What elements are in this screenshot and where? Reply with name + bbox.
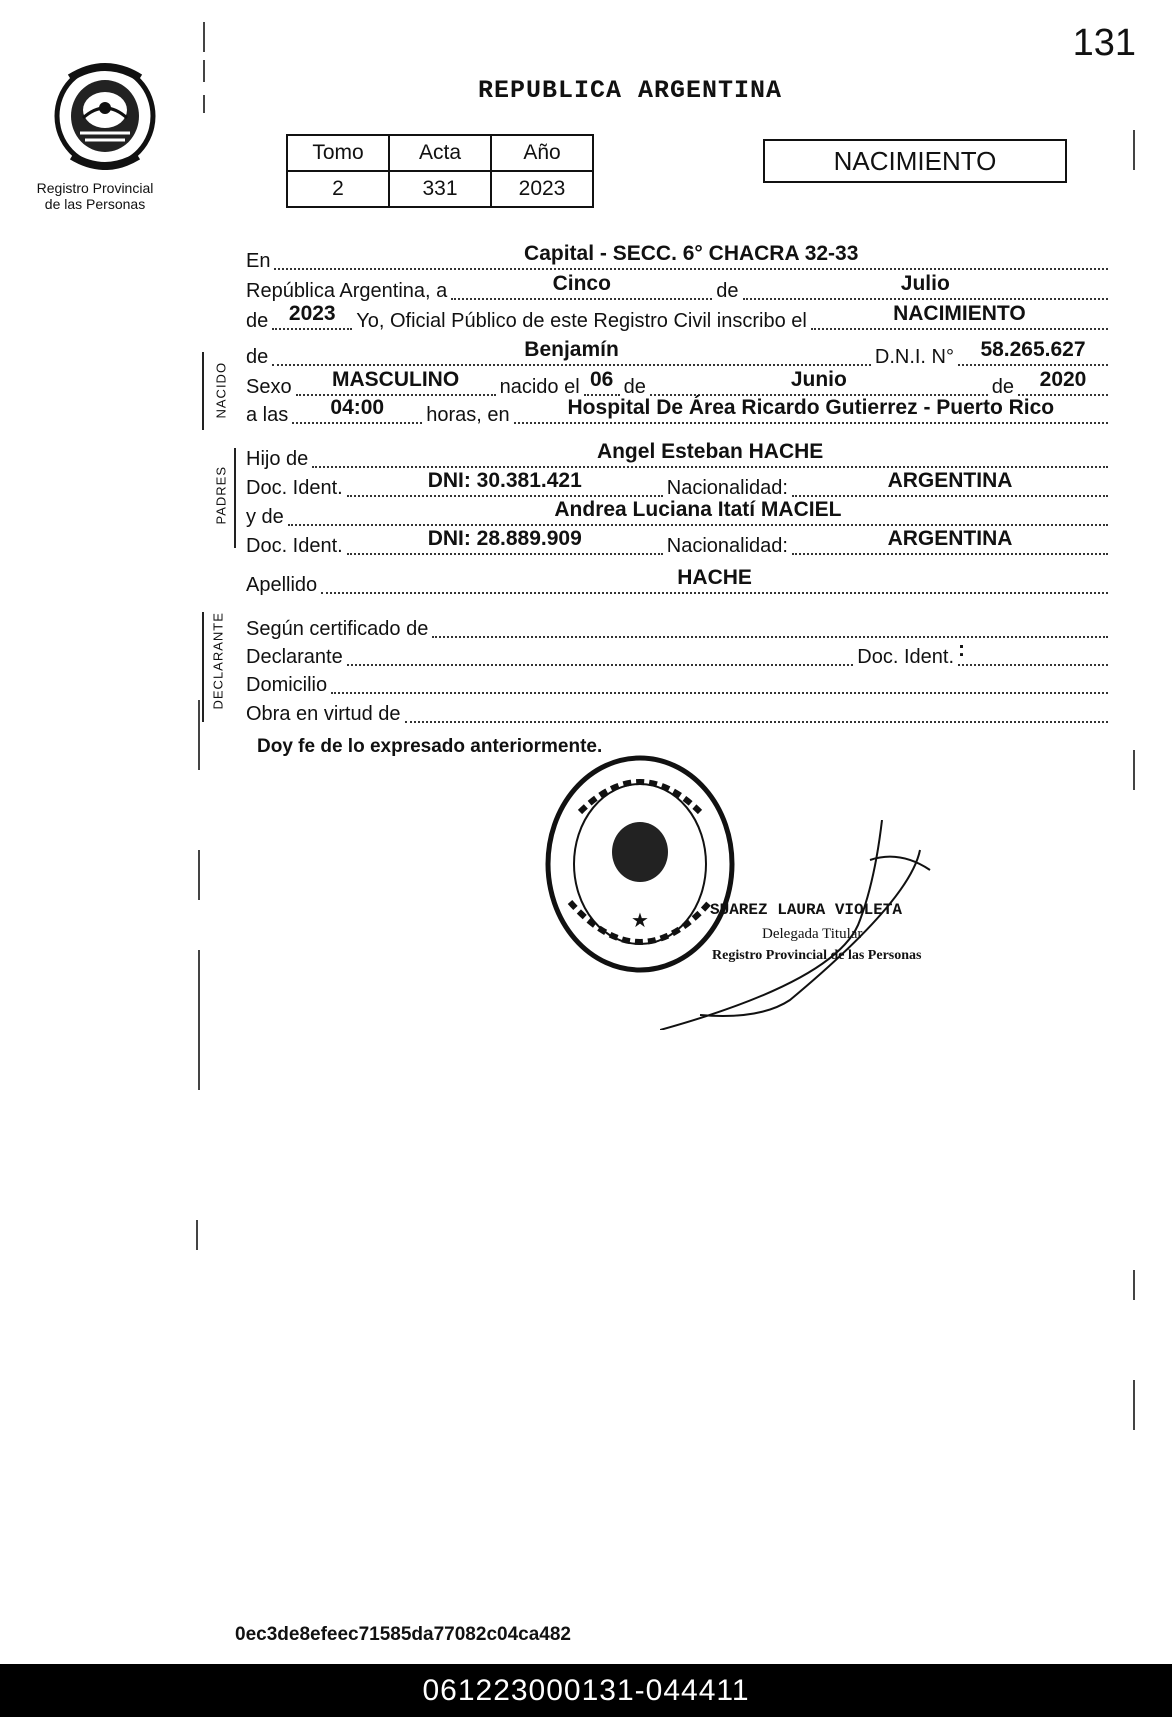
father-nationality-value: ARGENTINA (887, 469, 1013, 492)
margin-mark (1133, 130, 1135, 170)
birth-year-field (1018, 370, 1108, 396)
padres-bar (234, 448, 236, 548)
dni-field (958, 340, 1108, 366)
de-person-label: de (246, 346, 269, 368)
mother-doc-field (347, 529, 663, 555)
side-label-padres: PADRES (213, 466, 229, 525)
side-label-declarante: DECLARANTE (210, 612, 226, 710)
margin-mark (1133, 1270, 1135, 1300)
father-doc-value: DNI: 30.381.421 (427, 469, 582, 492)
page-number: 131 (1072, 22, 1136, 64)
birth-month-value: Junio (790, 368, 847, 391)
side-label-nacido: NACIDO (213, 361, 229, 419)
mother-doc-value: DNI: 28.889.909 (427, 527, 582, 550)
declarante-label: Declarante (246, 646, 343, 668)
row-surname (246, 568, 1112, 598)
name-value: Benjamín (524, 338, 619, 361)
act-type-value: NACIMIENTO (893, 302, 1026, 325)
day-value: Cinco (552, 272, 611, 295)
domicilio-label: Domicilio (246, 674, 328, 696)
doc-ident-label-2: Doc. Ident. (246, 535, 343, 557)
row-mother-doc (246, 529, 1112, 559)
hijo-label: Hijo de (246, 448, 309, 470)
en-label: En (246, 250, 271, 272)
sexo-label: Sexo (246, 376, 292, 398)
day-field (451, 274, 712, 300)
domicilio-field (331, 668, 1108, 694)
birth-de2-label: de (991, 376, 1014, 398)
margin-mark (198, 950, 200, 1090)
provincial-seal-icon (50, 58, 160, 170)
row-mother (246, 500, 1112, 530)
doc-ident-label: Doc. Ident. (246, 477, 343, 499)
mother-name-field (288, 500, 1108, 526)
horas-label: horas, en (426, 404, 510, 426)
certificado-label: Según certificado de (246, 618, 429, 640)
table-header-row (287, 135, 593, 171)
year-prefix-label: de (246, 310, 269, 332)
place-field (274, 244, 1108, 270)
sex-field (296, 370, 496, 396)
year-value: 2023 (288, 302, 336, 325)
dni-value: 58.265.627 (980, 338, 1086, 361)
anio-value: 2023 (491, 171, 593, 207)
tomo-value: 2 (287, 171, 389, 207)
margin-mark (198, 850, 200, 900)
certificado-field (432, 612, 1108, 638)
table-header-acta: Acta (389, 135, 491, 171)
declarante-doc-value: : (958, 638, 965, 661)
month-field (743, 274, 1108, 300)
table-header-tomo: Tomo (287, 135, 389, 171)
year-field (272, 304, 352, 330)
declarante-doc-field (958, 640, 1108, 666)
margin-mark (203, 60, 205, 82)
declarante-bar (202, 612, 204, 722)
margin-mark (196, 1220, 198, 1250)
birth-day-field (584, 370, 620, 396)
row-name (246, 340, 1112, 370)
margin-mark (203, 22, 205, 52)
document-hash: 0ec3de8efeec71585da77082c04ca482 (235, 1624, 571, 1645)
a-las-label: a las (246, 404, 289, 426)
row-father (246, 442, 1112, 472)
declarante-doc-label: Doc. Ident. (857, 646, 954, 668)
svg-text:★: ★ (631, 910, 649, 932)
table-row (287, 171, 593, 207)
republica-label: República Argentina, a (246, 280, 448, 302)
closing-statement: Doy fe de lo expresado anteriormente. (257, 736, 603, 757)
signatory-organization: Registro Provincial de las Personas (712, 948, 922, 963)
officer-text: Yo, Oficial Público de este Registro Civil inscribo el (356, 310, 807, 332)
acta-value: 331 (389, 171, 491, 207)
obra-label: Obra en virtud de (246, 703, 401, 725)
birth-place-value: Hospital De Área Ricardo Gutierrez - Puerto Rico (567, 396, 1055, 419)
birth-place-field (514, 398, 1108, 424)
margin-mark (1133, 750, 1135, 790)
act-type-field (811, 304, 1108, 330)
birth-time-value: 04:00 (330, 396, 385, 419)
father-doc-field (347, 471, 663, 497)
row-declarante (246, 640, 1112, 670)
row-domicilio (246, 668, 1112, 698)
place-value: Capital - SECC. 6° CHACRA 32-33 (524, 242, 859, 265)
nacido-label: nacido el (499, 376, 580, 398)
surname-value: HACHE (677, 566, 752, 589)
footer-code-bar: 061223000131-044411 (0, 1664, 1172, 1717)
sex-value: MASCULINO (332, 368, 460, 391)
father-name-value: Angel Esteban HACHE (596, 440, 824, 463)
father-nationality-field (792, 471, 1108, 497)
apellido-label: Apellido (246, 574, 318, 596)
birth-month-field (650, 370, 988, 396)
name-field (272, 340, 871, 366)
mother-nationality-field (792, 529, 1108, 555)
de-label: de (716, 280, 739, 302)
nacionalidad-label: Nacionalidad: (666, 477, 788, 499)
reference-table (286, 134, 594, 208)
row-place (246, 244, 1112, 274)
page-title: REPUBLICA ARGENTINA (478, 76, 783, 105)
obra-field (405, 697, 1108, 723)
row-date (246, 274, 1112, 304)
mother-nationality-value: ARGENTINA (887, 527, 1013, 550)
row-obra (246, 697, 1112, 727)
month-value: Julio (900, 272, 950, 295)
registry-label: Registro Provincial de las Personas (36, 180, 154, 212)
father-name-field (312, 442, 1108, 468)
table-header-anio: Año (491, 135, 593, 171)
surname-field (321, 568, 1108, 594)
y-de-label: y de (246, 506, 284, 528)
signature-icon (660, 820, 980, 1030)
row-father-doc (246, 471, 1112, 501)
mother-name-value: Andrea Luciana Itatí MACIEL (554, 498, 842, 521)
birth-de-label: de (623, 376, 646, 398)
birth-time-field (292, 398, 422, 424)
birth-day-value: 06 (589, 368, 614, 391)
record-type-box: NACIMIENTO (763, 139, 1067, 183)
declarante-field (347, 640, 854, 666)
dni-label: D.N.I. N° (874, 346, 954, 368)
margin-mark (198, 700, 200, 770)
nacido-bar (202, 352, 204, 430)
nacionalidad-label-2: Nacionalidad: (666, 535, 788, 557)
signatory-name: SUAREZ LAURA VIOLETA (710, 901, 903, 919)
signatory-role: Delegada Titular (762, 926, 863, 942)
row-time-place (246, 398, 1112, 428)
margin-mark (203, 95, 205, 113)
birth-year-value: 2020 (1039, 368, 1087, 391)
row-officer (246, 304, 1112, 334)
margin-mark (1133, 1380, 1135, 1430)
